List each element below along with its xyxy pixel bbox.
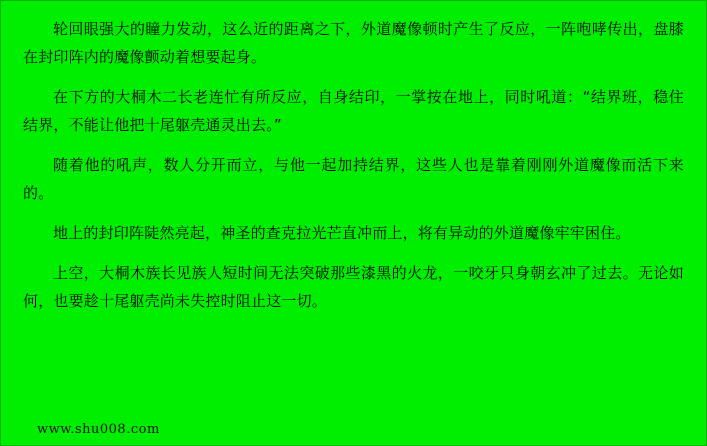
paragraph: 轮回眼强大的瞳力发动，这么近的距离之下，外道魔像顿时产生了反应，一阵咆哮传出，盘膝在封印阵内的魔像颤动着想要起身。	[23, 20, 684, 66]
paragraph: 地上的封印阵陡然亮起，神圣的查克拉光芒直冲而上，将有异动的外道魔像牢牢困住。	[53, 224, 631, 242]
paragraph: 上空，大桐木族长见族人短时间无法突破那些漆黑的火龙，一咬牙只身朝玄冲了过去。无论如何，也要趁十尾躯壳尚未失控时阻止这一切。	[23, 264, 684, 310]
novel-text-body	[1, 1, 706, 315]
paragraph: 在下方的大桐木二长老连忙有所反应，自身结印，一掌按在地上，同时吼道：“结界班，稳住结界，不能让他把十尾躯壳通灵出去。”	[23, 88, 684, 134]
paragraph: 随着他的吼声，数人分开而立，与他一起加持结界，这些人也是靠着刚刚外道魔像而活下来的。	[23, 156, 684, 202]
site-watermark: www.shu008.com	[37, 422, 160, 437]
